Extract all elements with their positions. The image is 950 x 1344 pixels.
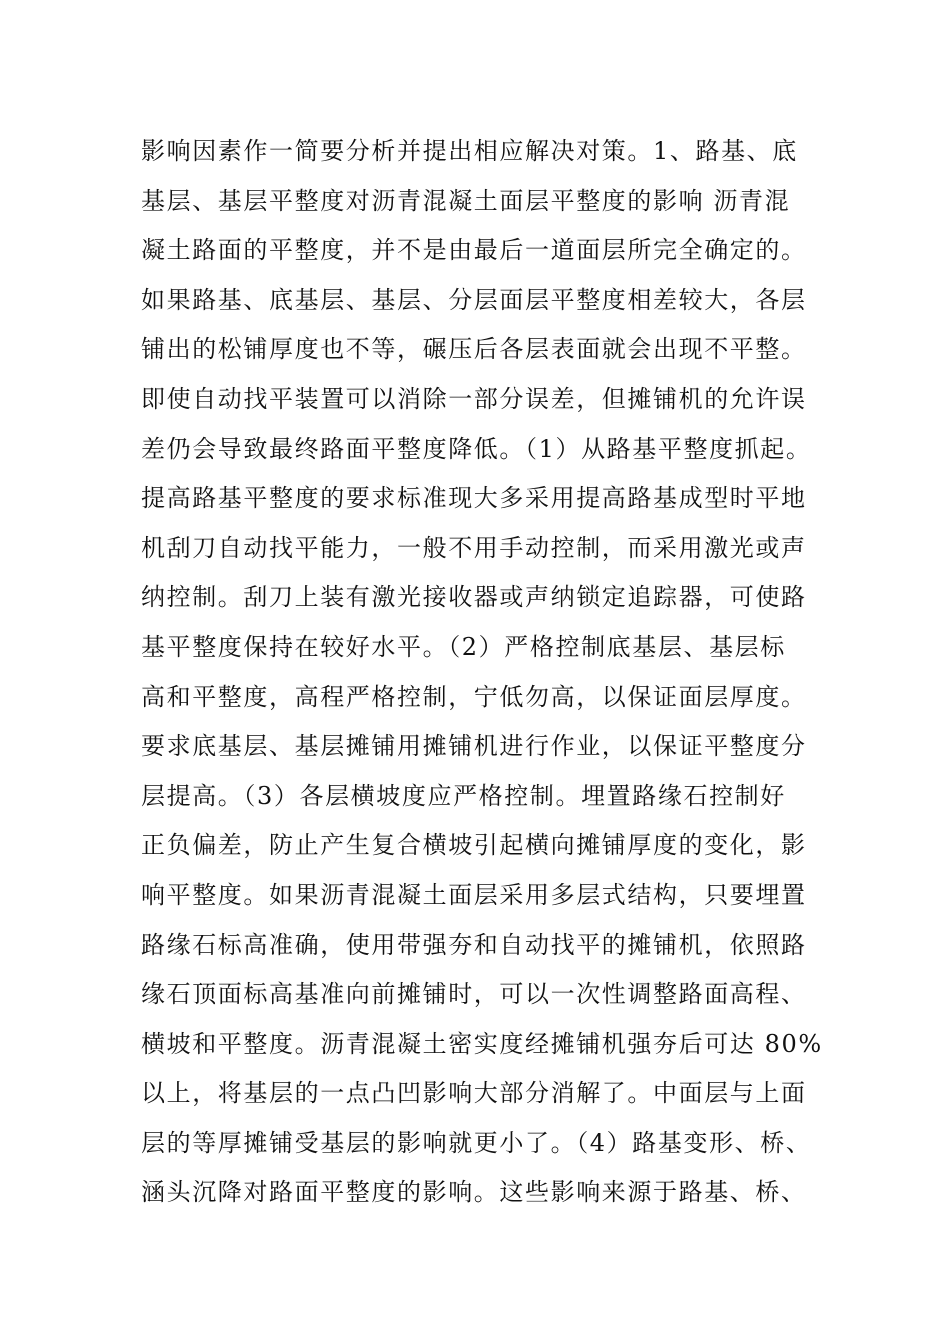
text-line: 缘石顶面标高基准向前摊铺时，可以一次性调整路面高程、 bbox=[141, 980, 807, 1009]
text-line: 响平整度。如果沥青混凝土面层采用多层式结构，只要埋置 bbox=[141, 880, 807, 909]
text-line: 层的等厚摊铺受基层的影响就更小了。（4）路基变形、桥、 bbox=[141, 1128, 812, 1157]
text-line: 层提高。（3）各层横坡度应严格控制。埋置路缘石控制好 bbox=[141, 781, 786, 810]
text-line: 机刮刀自动找平能力，一般不用手动控制，而采用激光或声 bbox=[141, 533, 807, 562]
text-line: 差仍会导致最终路面平整度降低。（1）从路基平整度抓起。 bbox=[141, 434, 812, 463]
text-line: 正负偏差，防止产生复合横坡引起横向摊铺厚度的变化，影 bbox=[141, 831, 807, 860]
text-line: 要求底基层、基层摊铺用摊铺机进行作业，以保证平整度分 bbox=[141, 732, 807, 761]
body-text bbox=[141, 127, 831, 1218]
text-line: 影响因素作一简要分析并提出相应解决对策。1、路基、底 bbox=[141, 137, 798, 165]
text-line: 基平整度保持在较好水平。（2）严格控制底基层、基层标 bbox=[141, 632, 786, 661]
text-line: 横坡和平整度。沥青混凝土密实度经摊铺机强夯后可达 80% bbox=[141, 1029, 823, 1058]
text-line: 凝土路面的平整度，并不是由最后一道面层所完全确定的。 bbox=[141, 236, 807, 265]
text-line: 铺出的松铺厚度也不等，碾压后各层表面就会出现不平整。 bbox=[141, 335, 807, 364]
text-line: 基层、基层平整度对沥青混凝土面层平整度的影响 沥青混 bbox=[141, 186, 791, 215]
text-line: 即使自动找平装置可以消除一部分误差，但摊铺机的允许误 bbox=[141, 384, 807, 413]
text-line: 路缘石标高准确，使用带强夯和自动找平的摊铺机，依照路 bbox=[141, 930, 807, 959]
text-line: 以上，将基层的一点凸凹影响大部分消解了。中面层与上面 bbox=[141, 1079, 807, 1108]
text-line: 高和平整度，高程严格控制，宁低勿高，以保证面层厚度。 bbox=[141, 682, 807, 711]
text-line: 如果路基、底基层、基层、分层面层平整度相差较大，各层 bbox=[141, 285, 807, 314]
text-line: 涵头沉降对路面平整度的影响。这些影响来源于路基、桥、 bbox=[141, 1178, 807, 1207]
text-line: 纳控制。刮刀上装有激光接收器或声纳锁定追踪器，可使路 bbox=[141, 583, 807, 612]
text-line: 提高路基平整度的要求标准现大多采用提高路基成型时平地 bbox=[141, 484, 807, 513]
